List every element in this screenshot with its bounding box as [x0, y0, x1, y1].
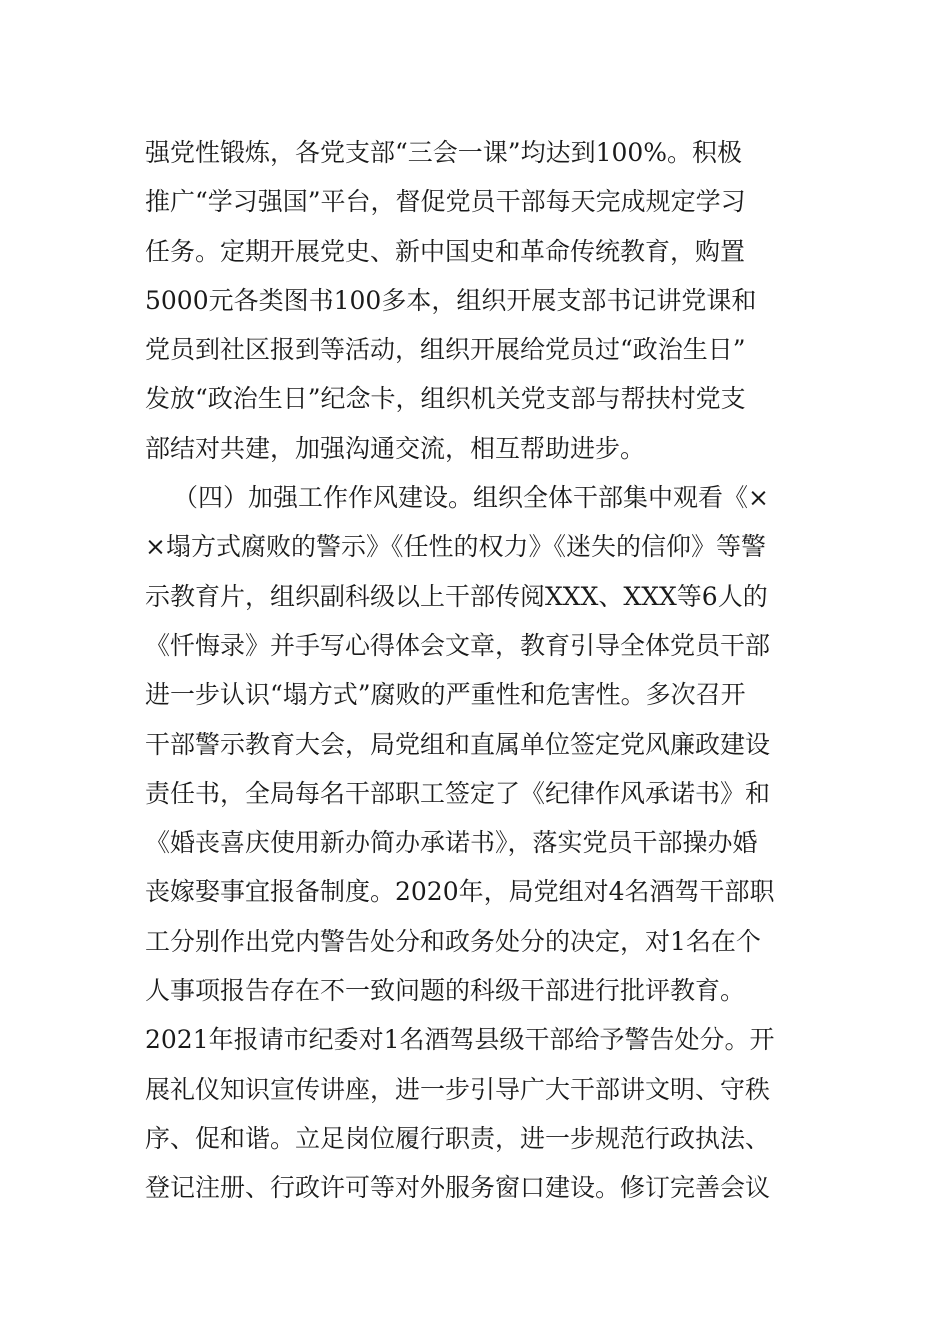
text-line: 任务。定期开展党史、新中国史和革命传统教育，购置 — [145, 236, 746, 266]
text-line: ×塌方式腐败的警示》《任性的权力》《迷失的信仰》等警 — [145, 532, 766, 562]
text-line: 《婚丧喜庆使用新办简办承诺书》，落实党员干部操办婚 — [145, 828, 758, 858]
text-line: 序、促和谐。立足岗位履行职责，进一步规范行政执法、 — [145, 1123, 771, 1153]
text-line: 进一步认识“塌方式”腐败的严重性和危害性。多次召开 — [145, 680, 746, 710]
text-line: 示教育片，组织副科级以上干部传阅XXX、XXX等6人的 — [145, 581, 768, 611]
text-line: 责任书，全局每名干部职工签定了《纪律作风承诺书》和 — [145, 778, 771, 808]
text-line: 强党性锻炼，各党支部“三会一课”均达到100%。积极 — [145, 138, 743, 167]
text-line: 展礼仪知识宣传讲座，进一步引导广大干部讲文明、守秩 — [145, 1074, 771, 1104]
section-heading-line: （四）加强工作作风建设。组织全体干部集中观看《× — [173, 483, 769, 513]
text-line: 推广“学习强国”平台，督促党员干部每天完成规定学习 — [145, 187, 746, 217]
text-line: 2021年报请市纪委对1名酒驾县级干部给予警告处分。开 — [145, 1025, 775, 1055]
text-line: 工分别作出党内警告处分和政务处分的决定，对1名在个 — [145, 926, 761, 956]
body-text — [145, 128, 815, 1213]
text-line: 《忏悔录》并手写心得体会文章，教育引导全体党员干部 — [145, 630, 771, 660]
text-line: 党员到社区报到等活动，组织开展给党员过“政治生日” — [145, 335, 746, 365]
text-line: 干部警示教育大会，局党组和直属单位签定党风廉政建设 — [145, 729, 771, 759]
text-line: 登记注册、行政许可等对外服务窗口建设。修订完善会议 — [145, 1173, 771, 1203]
text-line: 部结对共建，加强沟通交流，相互帮助进步。 — [145, 433, 646, 463]
text-line: 发放“政治生日”纪念卡，组织机关党支部与帮扶村党支 — [145, 384, 746, 414]
text-line: 丧嫁娶事宜报备制度。2020年，局党组对4名酒驾干部职 — [145, 877, 775, 907]
text-line: 5000元各类图书100多本，组织开展支部书记讲党课和 — [145, 285, 757, 315]
text-line: 人事项报告存在不一致问题的科级干部进行批评教育。 — [145, 976, 746, 1006]
